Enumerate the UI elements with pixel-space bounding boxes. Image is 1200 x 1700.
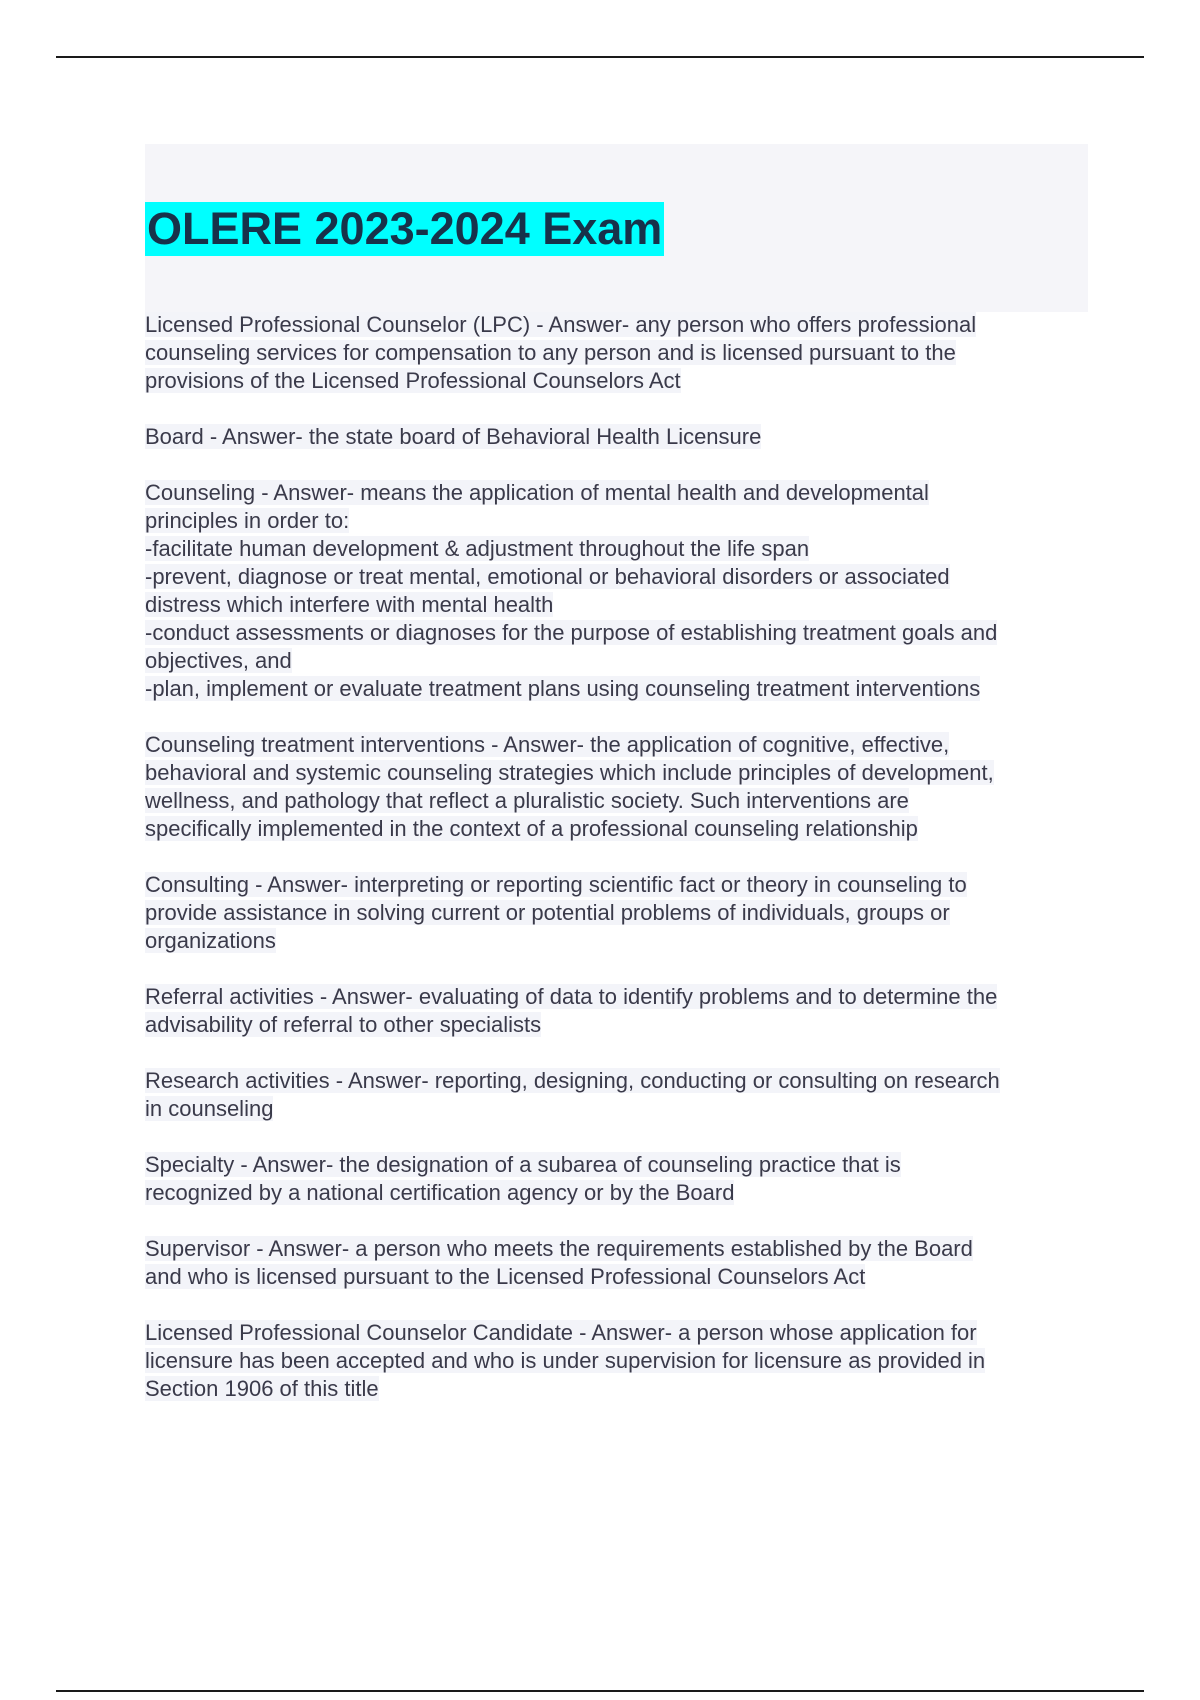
qa-entry: [145, 871, 1088, 955]
entry-line-text: Counseling treatment interventions - Answer- the application of cognitive, effective,: [145, 732, 950, 757]
entry-line-text: Research activities - Answer- reporting, designing, conducting or consulting on research: [145, 1068, 1000, 1093]
entry-line: [145, 311, 1088, 339]
entry-line: [145, 1319, 1088, 1347]
entry-line: [145, 1011, 1088, 1039]
qa-entry: [145, 1319, 1088, 1403]
entry-line-text: Consulting - Answer- interpreting or reporting scientific fact or theory in counseling to: [145, 872, 967, 897]
entry-line: [145, 1347, 1088, 1375]
entry-line: [145, 479, 1088, 507]
entry-line-text: Counseling - Answer- means the application of mental health and developmental: [145, 480, 929, 505]
entry-line: [145, 675, 1088, 703]
qa-entry: [145, 479, 1088, 703]
qa-entry: [145, 1067, 1088, 1123]
entry-line: [145, 1067, 1088, 1095]
entry-line-text: principles in order to:: [145, 508, 350, 533]
entry-line: [145, 1151, 1088, 1179]
entry-line-text: advisability of referral to other specialists: [145, 1012, 542, 1037]
page-title: OLERE 2023-2024 Exam: [147, 203, 663, 254]
entry-line-text: organizations: [145, 928, 276, 953]
entry-line: [145, 339, 1088, 367]
qa-entry: [145, 1235, 1088, 1291]
bottom-rule: [56, 1690, 1144, 1692]
entry-line: [145, 535, 1088, 563]
entry-line-text: provide assistance in solving current or potential problems of individuals, groups or: [145, 900, 950, 925]
entry-line-text: and who is licensed pursuant to the Licensed Professional Counselors Act: [145, 1264, 866, 1289]
entry-line-text: provisions of the Licensed Professional Counselors Act: [145, 368, 681, 393]
entry-line: [145, 871, 1088, 899]
entry-line: [145, 759, 1088, 787]
entry-line: [145, 899, 1088, 927]
qa-entry: [145, 423, 1088, 451]
qa-entry: [145, 731, 1088, 843]
entry-line-text: Specialty - Answer- the designation of a subarea of counseling practice that is: [145, 1152, 901, 1177]
entry-line-text: specifically implemented in the context of a professional counseling relationship: [145, 816, 918, 841]
entry-line: [145, 563, 1088, 591]
qa-entry: [145, 311, 1088, 395]
entry-line: [145, 647, 1088, 675]
entry-line: [145, 1179, 1088, 1207]
entry-line-text: in counseling: [145, 1096, 274, 1121]
entry-line-text: -conduct assessments or diagnoses for the purpose of establishing treatment goals and: [145, 620, 998, 645]
entry-line: [145, 1375, 1088, 1403]
entry-line-text: wellness, and pathology that reflect a pluralistic society. Such interventions are: [145, 788, 909, 813]
top-rule: [56, 56, 1144, 58]
entry-line-text: recognized by a national certification agency or by the Board: [145, 1180, 735, 1205]
entry-line: [145, 815, 1088, 843]
entry-line: [145, 1235, 1088, 1263]
entry-line-text: distress which interfere with mental health: [145, 592, 554, 617]
entry-line: [145, 927, 1088, 955]
qa-entry: [145, 1151, 1088, 1207]
entry-line-text: -plan, implement or evaluate treatment plans using counseling treatment interventions: [145, 676, 981, 701]
qa-entry: [145, 983, 1088, 1039]
entry-line: [145, 731, 1088, 759]
entry-line-text: objectives, and: [145, 648, 292, 673]
entry-line-text: behavioral and systemic counseling strategies which include principles of development,: [145, 760, 994, 785]
entry-line: [145, 1095, 1088, 1123]
entry-line-text: Board - Answer- the state board of Behavioral Health Licensure: [145, 424, 762, 449]
entry-line: [145, 619, 1088, 647]
entry-line-text: -facilitate human development & adjustment throughout the life span: [145, 536, 810, 561]
entry-line-text: counseling services for compensation to any person and is licensed pursuant to the: [145, 340, 956, 365]
entry-line-text: -prevent, diagnose or treat mental, emotional or behavioral disorders or associated: [145, 564, 950, 589]
entry-line: [145, 591, 1088, 619]
entry-line-text: Licensed Professional Counselor Candidate - Answer- a person whose application for: [145, 1320, 977, 1345]
entry-list: [145, 311, 1088, 1431]
entry-line: [145, 983, 1088, 1011]
entry-line-text: Licensed Professional Counselor (LPC) - Answer- any person who offers professional: [145, 312, 977, 337]
entry-line: [145, 367, 1088, 395]
entry-line-text: Supervisor - Answer- a person who meets the requirements established by the Board: [145, 1236, 973, 1261]
entry-line-text: Section 1906 of this title: [145, 1376, 379, 1401]
entry-line: [145, 507, 1088, 535]
entry-line: [145, 423, 1088, 451]
entry-line-text: licensure has been accepted and who is under supervision for licensure as provided in: [145, 1348, 986, 1373]
entry-line: [145, 787, 1088, 815]
entry-line: [145, 1263, 1088, 1291]
entry-line-text: Referral activities - Answer- evaluating of data to identify problems and to determine the: [145, 984, 998, 1009]
